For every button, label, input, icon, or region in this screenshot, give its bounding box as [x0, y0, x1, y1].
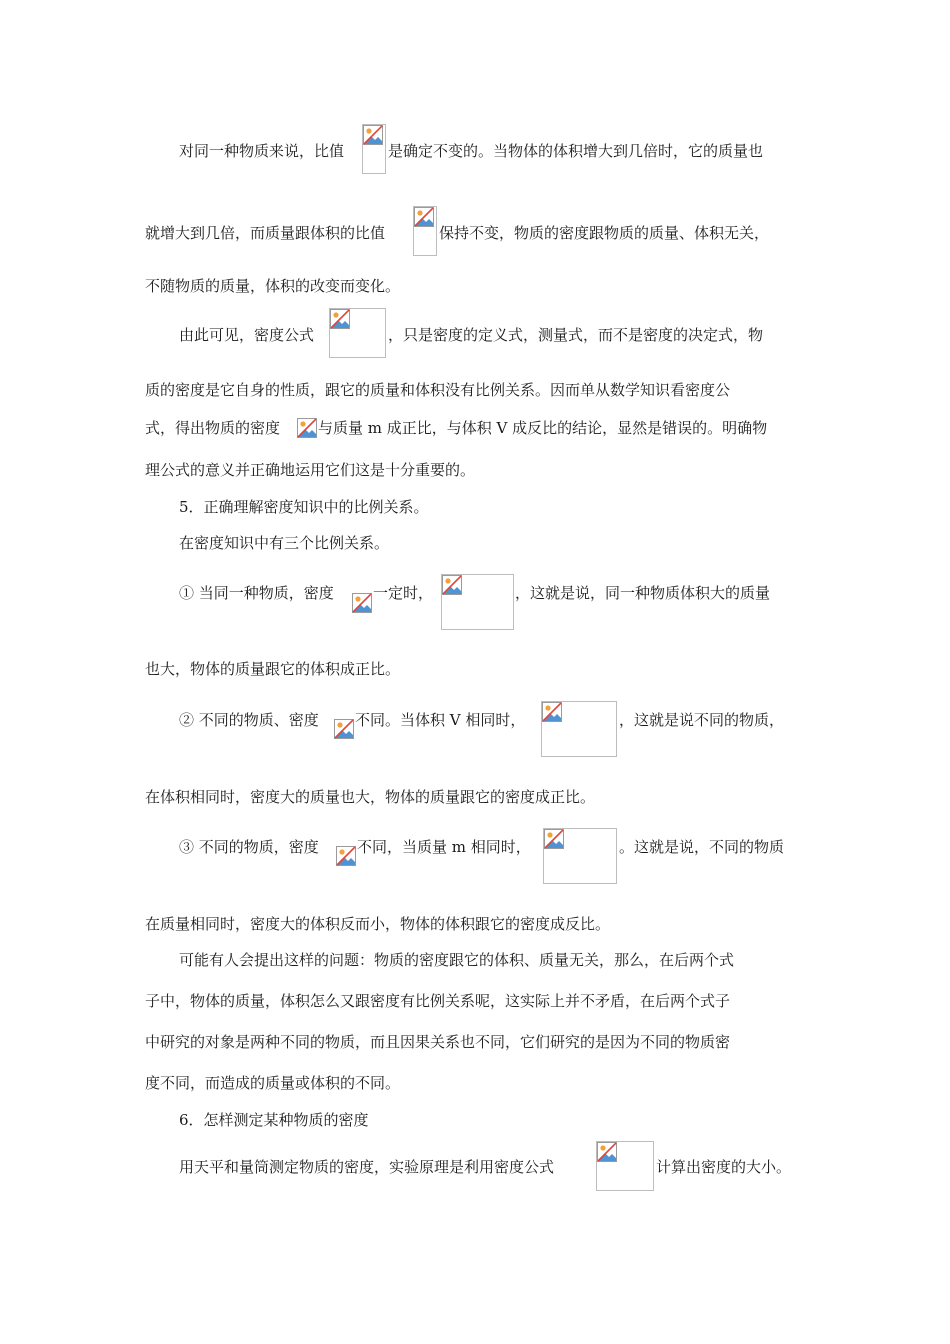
formula-image — [441, 574, 514, 630]
text: 可能有人会提出这样的问题：物质的密度跟它的体积、质量无关，那么，在后两个式 — [179, 951, 735, 969]
line-p4a — [0, 941, 950, 981]
line-p1b — [0, 214, 950, 254]
broken-image-icon — [544, 829, 564, 849]
broken-image-icon — [597, 1142, 617, 1162]
broken-image-icon — [542, 702, 562, 722]
text: ① 当同一种物质，密度 — [179, 584, 334, 602]
formula-image — [362, 124, 386, 174]
text: 在体积相同时，密度大的质量也大，物体的质量跟它的密度成正比。 — [145, 788, 596, 806]
text: 就增大到几倍，而质量跟体积的比值 — [145, 224, 386, 242]
line-p2b — [0, 371, 950, 411]
text: 6．怎样测定某种物质的密度 — [179, 1111, 369, 1129]
text: ③ 不同的物质，密度 — [179, 838, 319, 856]
text: 。这就是说，不同的物质 — [619, 838, 785, 856]
broken-image-icon — [330, 309, 350, 329]
text: 子中，物体的质量，体积怎么又跟密度有比例关系呢，这实际上并不矛盾，在后两个式子 — [145, 992, 731, 1010]
formula-image — [541, 701, 617, 757]
formula-image — [543, 828, 617, 884]
line-r3a — [0, 828, 950, 868]
broken-image-icon — [297, 418, 317, 438]
line-r2b — [0, 778, 950, 818]
text: 保持不变，物质的密度跟物质的质量、体积无关， — [439, 224, 770, 242]
text: ，这就是说，同一种物质体积大的质量 — [515, 584, 771, 602]
line-p4d — [0, 1064, 950, 1104]
broken-image-icon — [336, 846, 356, 866]
text: 在质量相同时，密度大的体积反而小，物体的体积跟它的密度成反比。 — [145, 915, 611, 933]
formula-image — [329, 308, 386, 358]
line-p4b — [0, 982, 950, 1022]
line-p3 — [0, 524, 950, 564]
density-symbol-image — [334, 719, 354, 739]
text: 不同，当质量 m 相同时， — [357, 838, 531, 856]
density-symbol-image — [336, 846, 356, 866]
line-p1a — [0, 132, 950, 172]
text: 与质量 m 成正比，与体积 V 成反比的结论，显然是错误的。明确物 — [318, 419, 768, 437]
formula-image — [596, 1141, 654, 1191]
text: 用天平和量筒测定物质的密度，实验原理是利用密度公式 — [179, 1158, 555, 1176]
text: 一定时， — [373, 584, 434, 602]
line-r1a — [0, 574, 950, 614]
heading-6 — [0, 1101, 950, 1141]
text: 式，得出物质的密度 — [145, 419, 281, 437]
formula-image — [413, 206, 437, 256]
text: 不同。当体积 V 相同时， — [355, 711, 526, 729]
broken-image-icon — [363, 125, 383, 145]
text: 是确定不变的。当物体的体积增大到几倍时，它的质量也 — [388, 142, 764, 160]
line-p2d — [0, 451, 950, 491]
line-p2a — [0, 316, 950, 356]
density-symbol-image — [297, 418, 317, 438]
text: ，这就是说不同的物质， — [619, 711, 785, 729]
text: 在密度知识中有三个比例关系。 — [179, 534, 390, 552]
text: 由此可见，密度公式 — [179, 326, 315, 344]
text: 质的密度是它自身的性质，跟它的质量和体积没有比例关系。因而单从数学知识看密度公 — [145, 381, 731, 399]
text: 计算出密度的大小。 — [656, 1158, 792, 1176]
text: ，只是密度的定义式，测量式，而不是密度的决定式，物 — [388, 326, 764, 344]
text: ② 不同的物质、密度 — [179, 711, 319, 729]
text: 也大，物体的质量跟它的体积成正比。 — [145, 660, 401, 678]
broken-image-icon — [414, 207, 434, 227]
line-p5 — [0, 1148, 950, 1188]
text: 对同一种物质来说，比值 — [179, 142, 345, 160]
line-r3b — [0, 905, 950, 945]
line-p2c — [0, 409, 950, 449]
broken-image-icon — [442, 575, 462, 595]
text: 不随物质的质量，体积的改变而变化。 — [145, 277, 401, 295]
broken-image-icon — [352, 593, 372, 613]
broken-image-icon — [334, 719, 354, 739]
text: 理公式的意义并正确地运用它们这是十分重要的。 — [145, 461, 476, 479]
line-p4c — [0, 1023, 950, 1063]
text: 5．正确理解密度知识中的比例关系。 — [179, 498, 429, 516]
line-p1c — [0, 267, 950, 307]
heading-5 — [0, 488, 950, 528]
text: 度不同，而造成的质量或体积的不同。 — [145, 1074, 401, 1092]
line-r1b — [0, 650, 950, 690]
line-r2a — [0, 701, 950, 741]
text: 中研究的对象是两种不同的物质，而且因果关系也不同，它们研究的是因为不同的物质密 — [145, 1033, 731, 1051]
density-symbol-image — [352, 593, 372, 613]
